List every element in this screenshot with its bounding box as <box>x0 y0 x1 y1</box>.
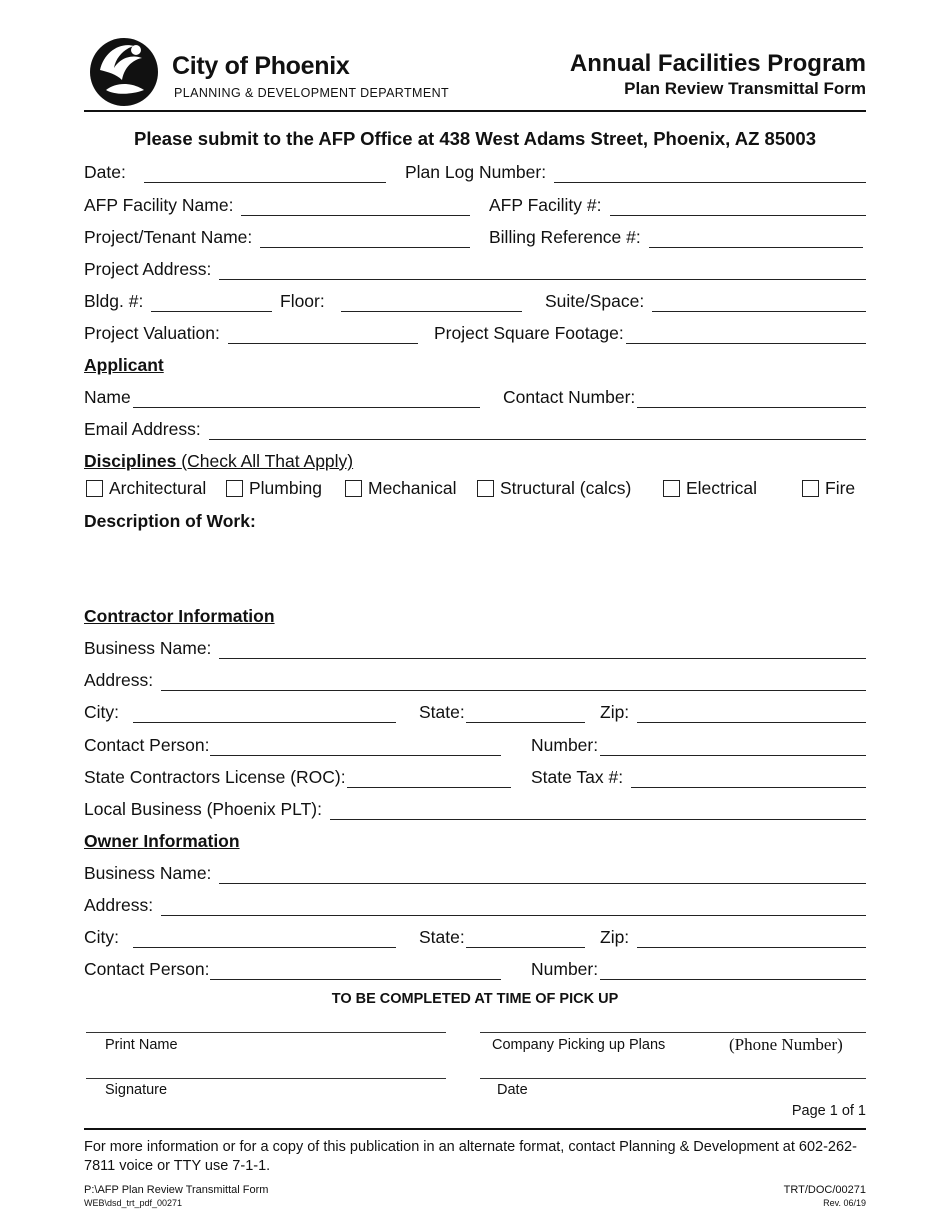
owner-zip-label: Zip: <box>600 927 630 947</box>
applicant-name-field[interactable] <box>84 387 480 408</box>
program-title: Annual Facilities Program <box>569 50 866 77</box>
plan-log-line[interactable] <box>554 164 866 183</box>
project-address-line[interactable] <box>219 261 866 280</box>
square-footage-label: Project Square Footage: <box>434 323 624 343</box>
row-date <box>84 162 866 186</box>
contractor-number-field[interactable] <box>531 735 866 756</box>
checkbox-box[interactable] <box>86 480 103 497</box>
footer-revision: Rev. 06/19 <box>823 1198 866 1208</box>
contractor-license-line[interactable] <box>347 769 511 788</box>
checkbox-fire[interactable] <box>802 478 855 499</box>
owner-contact-label: Contact Person: <box>84 959 210 979</box>
row-contractor-contact <box>84 735 866 759</box>
disciplines-title: Disciplines <box>84 451 177 471</box>
contractor-city-field[interactable] <box>84 702 396 723</box>
page-number: Page 1 of 1 <box>791 1103 866 1119</box>
owner-zip-line[interactable] <box>637 929 866 948</box>
disciplines-note: (Check All That Apply) <box>181 451 354 471</box>
owner-state-line[interactable] <box>466 929 585 948</box>
form-title: Plan Review Transmittal Form <box>624 79 866 98</box>
owner-state-field[interactable] <box>419 927 585 948</box>
row-contractor-business <box>84 638 866 662</box>
checkbox-electrical[interactable] <box>663 478 757 499</box>
signature-line[interactable] <box>86 1078 446 1079</box>
plan-log-field[interactable] <box>405 162 866 183</box>
owner-business-line[interactable] <box>219 865 866 884</box>
checkbox-box[interactable] <box>663 480 680 497</box>
facility-number-label: AFP Facility #: <box>489 195 602 215</box>
contractor-contact-field[interactable] <box>84 735 501 756</box>
applicant-name-line[interactable] <box>133 389 480 408</box>
contractor-license-label: State Contractors License (ROC): <box>84 767 346 787</box>
print-name-label: Print Name <box>105 1037 178 1053</box>
checkbox-label: Structural (calcs) <box>500 478 632 498</box>
contractor-zip-line[interactable] <box>637 704 866 723</box>
checkbox-label: Mechanical <box>368 478 457 498</box>
suite-label: Suite/Space: <box>545 291 645 311</box>
contractor-state-field[interactable] <box>419 702 585 723</box>
checkbox-box[interactable] <box>477 480 494 497</box>
contractor-local-field[interactable] <box>84 799 866 820</box>
contractor-address-line[interactable] <box>161 672 866 691</box>
checkbox-mechanical[interactable] <box>345 478 457 499</box>
date-line[interactable] <box>144 164 386 183</box>
facility-name-line[interactable] <box>241 197 470 216</box>
footer-web-ref: WEB\dsd_trt_pdf_00271 <box>84 1198 183 1208</box>
row-contractor-license <box>84 767 866 791</box>
row-contractor-local <box>84 799 866 823</box>
contractor-tax-label: State Tax #: <box>531 767 624 787</box>
valuation-line[interactable] <box>228 325 418 344</box>
contractor-contact-line[interactable] <box>210 737 501 756</box>
checkbox-box[interactable] <box>802 480 819 497</box>
contractor-tax-line[interactable] <box>631 769 866 788</box>
phone-number-label: (Phone Number) <box>729 1035 843 1054</box>
row-project-tenant <box>84 227 866 251</box>
owner-business-label: Business Name: <box>84 863 212 883</box>
facility-name-label: AFP Facility Name: <box>84 195 234 215</box>
square-footage-line[interactable] <box>626 325 866 344</box>
contractor-heading: Contractor Information <box>84 606 275 626</box>
date-field[interactable] <box>84 162 386 183</box>
checkbox-label: Fire <box>825 478 856 498</box>
phoenix-bird-logo <box>86 32 162 108</box>
contractor-zip-field[interactable] <box>600 702 866 723</box>
floor-label: Floor: <box>280 291 325 311</box>
row-owner-business <box>84 863 866 887</box>
facility-name-field[interactable] <box>84 195 470 216</box>
owner-state-label: State: <box>419 927 465 947</box>
square-footage-field[interactable] <box>434 323 866 344</box>
project-address-label: Project Address: <box>84 259 212 279</box>
contractor-number-line[interactable] <box>600 737 866 756</box>
signature-label: Signature <box>105 1082 168 1098</box>
contractor-contact-label: Contact Person: <box>84 735 210 755</box>
contractor-city-label: City: <box>84 702 119 722</box>
project-tenant-field[interactable] <box>84 227 470 248</box>
contractor-state-line[interactable] <box>466 704 585 723</box>
valuation-label: Project Valuation: <box>84 323 220 343</box>
suite-field[interactable] <box>545 291 866 312</box>
submit-instruction: Please submit to the AFP Office at 438 West Adams Street, Phoenix, AZ 85003 <box>134 128 816 149</box>
contractor-address-field[interactable] <box>84 670 866 691</box>
contractor-local-label: Local Business (Phoenix PLT): <box>84 799 322 819</box>
checkbox-label: Architectural <box>109 478 207 498</box>
floor-field[interactable] <box>280 291 522 312</box>
contractor-city-line[interactable] <box>133 704 396 723</box>
checkbox-plumbing[interactable] <box>226 478 322 499</box>
date-sign-line[interactable] <box>480 1078 866 1079</box>
org-name: City of Phoenix <box>172 52 350 80</box>
bldg-label: Bldg. #: <box>84 291 144 311</box>
contractor-state-label: State: <box>419 702 465 722</box>
checkbox-label: Plumbing <box>249 478 322 498</box>
department-name: PLANNING & DEVELOPMENT DEPARTMENT <box>174 86 450 100</box>
pickup-date-label: Date <box>497 1082 528 1098</box>
footer-file-path: P:\AFP Plan Review Transmittal Form <box>84 1184 269 1196</box>
plan-log-label: Plan Log Number: <box>405 162 547 182</box>
contractor-zip-label: Zip: <box>600 702 630 722</box>
owner-contact-line[interactable] <box>210 961 501 980</box>
owner-city-field[interactable] <box>84 927 396 948</box>
applicant-heading: Applicant <box>84 355 164 375</box>
checkbox-box[interactable] <box>226 480 243 497</box>
row-facility <box>84 195 866 219</box>
pickup-heading: TO BE COMPLETED AT TIME OF PICK UP <box>331 991 619 1007</box>
contractor-license-field[interactable] <box>84 767 511 788</box>
print-name-line[interactable] <box>86 1032 446 1033</box>
billing-reference-label: Billing Reference #: <box>489 227 641 247</box>
contractor-business-line[interactable] <box>219 640 866 659</box>
applicant-email-label: Email Address: <box>84 419 201 439</box>
disciplines-heading <box>84 451 353 472</box>
owner-address-line[interactable] <box>161 897 866 916</box>
project-tenant-line[interactable] <box>260 229 470 248</box>
company-label: Company Picking up Plans <box>492 1037 666 1053</box>
facility-number-line[interactable] <box>610 197 867 216</box>
company-line[interactable] <box>480 1032 866 1033</box>
owner-address-label: Address: <box>84 895 154 915</box>
owner-number-line[interactable] <box>600 961 866 980</box>
applicant-contact-label: Contact Number: <box>503 387 636 407</box>
applicant-email-line[interactable] <box>209 421 866 440</box>
contractor-business-label: Business Name: <box>84 638 212 658</box>
billing-reference-line[interactable] <box>649 229 863 248</box>
suite-line[interactable] <box>652 293 866 312</box>
row-applicant-name <box>84 387 866 411</box>
project-tenant-label: Project/Tenant Name: <box>84 227 253 247</box>
row-owner-contact <box>84 959 866 983</box>
row-owner-address <box>84 895 866 919</box>
owner-city-line[interactable] <box>133 929 396 948</box>
contractor-number-label: Number: <box>531 735 599 755</box>
footer-divider <box>84 1128 866 1130</box>
disciplines-checkboxes <box>84 478 866 502</box>
row-bldg <box>84 291 866 315</box>
facility-number-field[interactable] <box>489 195 866 216</box>
valuation-field[interactable] <box>84 323 418 344</box>
contractor-tax-field[interactable] <box>531 767 866 788</box>
contractor-business-field[interactable] <box>84 638 866 659</box>
floor-line[interactable] <box>341 293 522 312</box>
checkbox-structural[interactable] <box>477 478 631 499</box>
checkbox-architectural[interactable] <box>86 478 206 499</box>
row-contractor-city <box>84 702 866 726</box>
owner-number-label: Number: <box>531 959 599 979</box>
applicant-name-label: Name <box>84 387 131 407</box>
checkbox-box[interactable] <box>345 480 362 497</box>
header-divider <box>84 110 866 112</box>
row-valuation <box>84 323 866 347</box>
applicant-contact-line[interactable] <box>637 389 866 408</box>
checkbox-label: Electrical <box>686 478 757 498</box>
footer-doc-code: TRT/DOC/00271 <box>783 1184 866 1196</box>
row-contractor-address <box>84 670 866 694</box>
row-owner-city <box>84 927 866 951</box>
contractor-address-label: Address: <box>84 670 154 690</box>
applicant-contact-field[interactable] <box>503 387 866 408</box>
row-applicant-email <box>84 419 866 443</box>
project-address-field[interactable] <box>84 259 866 280</box>
owner-address-field[interactable] <box>84 895 866 916</box>
description-label: Description of Work: <box>84 511 256 531</box>
bldg-field[interactable] <box>84 291 272 312</box>
billing-reference-field[interactable] <box>489 227 863 248</box>
owner-heading: Owner Information <box>84 831 240 851</box>
date-label: Date: <box>84 162 126 182</box>
description-area[interactable] <box>84 536 866 600</box>
owner-zip-field[interactable] <box>600 927 866 948</box>
row-project-address <box>84 259 866 283</box>
owner-city-label: City: <box>84 927 119 947</box>
contractor-local-line[interactable] <box>330 801 866 820</box>
owner-business-field[interactable] <box>84 863 866 884</box>
owner-number-field[interactable] <box>531 959 866 980</box>
owner-contact-field[interactable] <box>84 959 501 980</box>
applicant-email-field[interactable] <box>84 419 866 440</box>
footer-info: For more information or for a copy of this publication in an alternate format, contact Planning & Development at 602-262-7811 voice or TTY use 7-1-1. <box>84 1139 857 1174</box>
bldg-line[interactable] <box>151 293 272 312</box>
